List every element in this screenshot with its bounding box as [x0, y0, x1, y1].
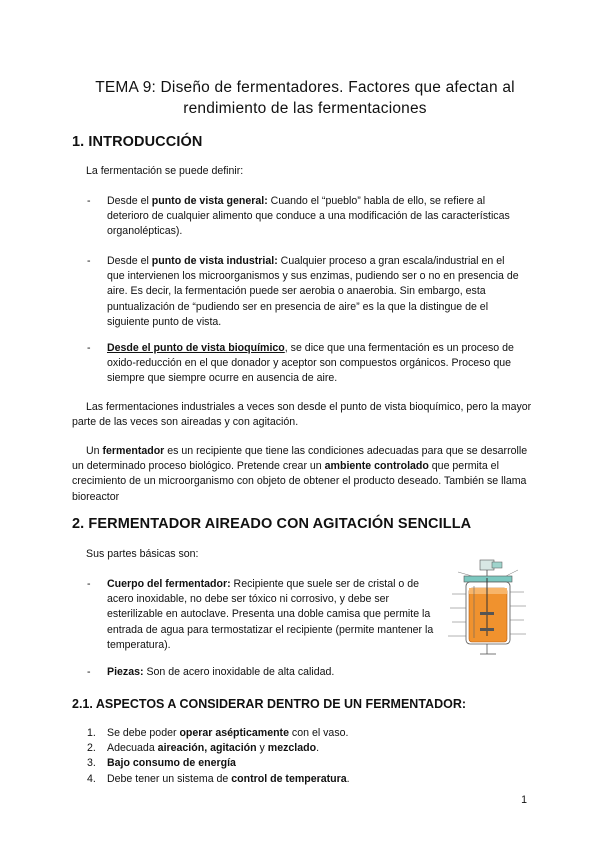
- aspect-item: 1. Se debe poder operar asépticamente con el vaso.: [87, 727, 349, 739]
- bullet-industrial: - Desde el punto de vista industrial: Cualquier proceso a gran escala/industrial en el que intervienen los microorganismos y sus enzimas, pudiendo ser o no en presencia de aire. Es decir, la fermentación puede ser aerobia o anaerobia. Sin embargo, esta puntualización de “pudiendo ser en presencia de aire” es la que la distingue de el siguiente punto de vista.: [87, 255, 519, 328]
- intro-text: La fermentación se puede definir:: [86, 165, 244, 177]
- fermenter-diagram: [440, 558, 530, 662]
- title-line-1: TEMA 9: Diseño de fermentadores. Factores que afectan al: [95, 79, 515, 96]
- fermenter-lid: [464, 576, 512, 582]
- bullet-cuerpo: - Cuerpo del fermentador: Recipiente que suele ser de cristal o de acero inoxidable, no debe ser tóxico ni corrosivo, y debe ser esterilizable en autoclave. Presenta una doble camisa que permite la entrada de agua para termostatizar el recipiente (permite mantener la temperatura).: [87, 578, 434, 651]
- section-2-1-heading: 2.1. ASPECTOS A CONSIDERAR DENTRO DE UN FERMENTADOR:: [72, 697, 467, 711]
- partes-intro: Sus partes básicas son:: [86, 548, 199, 560]
- section-1-heading: 1. INTRODUCCIÓN: [72, 134, 203, 150]
- paragraph-fermentador: Un fermentador es un recipiente que tiene las condiciones adecuadas para que se desarrolle un determinado proceso biológico. Pretende crear un ambiente controlado que permita el crecimiento de un microorganismo con objeto de obtener el producto deseado. También se llama bioreactor: [72, 445, 528, 503]
- aspect-item: 3. Bajo consumo de energía: [87, 757, 236, 770]
- liquid-surface: [469, 588, 507, 594]
- aspect-item: 2. Adecuada aireación, agitación y mezclado.: [87, 742, 320, 755]
- bullet-general: - Desde el punto de vista general: Cuando el “pueblo” habla de ello, se refiere al deterioro de cualquier alimento que conduce a una modificación de las características organolépticas).: [87, 195, 510, 238]
- bullet-piezas: - Piezas: Son de acero inoxidable de alta calidad.: [87, 666, 335, 678]
- section-2-heading: 2. FERMENTADOR AIREADO CON AGITACIÓN SENCILLA: [72, 516, 472, 532]
- title-line-2: rendimiento de las fermentaciones: [183, 100, 427, 117]
- impeller-2: [480, 628, 494, 631]
- impeller-1: [480, 612, 494, 615]
- aspects-list: [87, 726, 507, 787]
- page-number: 1: [521, 794, 527, 806]
- document-title: [70, 77, 540, 119]
- paragraph-industriales: Las fermentaciones industriales a veces son desde el punto de vista bioquímico, pero la mayor parte de las veces son aireadas y con agitación.: [72, 401, 532, 429]
- bullet-bioquimico: - Desde el punto de vista bioquímico, se dice que una fermentación es un proceso de oxido-reducción en el que donador y aceptor son compuestos orgánicos. Proceso que siempre que siempre ocurre en ausencia de aire.: [87, 342, 514, 385]
- motor-head: [492, 562, 502, 568]
- aspect-item: 4. Debe tener un sistema de control de temperatura.: [87, 772, 350, 785]
